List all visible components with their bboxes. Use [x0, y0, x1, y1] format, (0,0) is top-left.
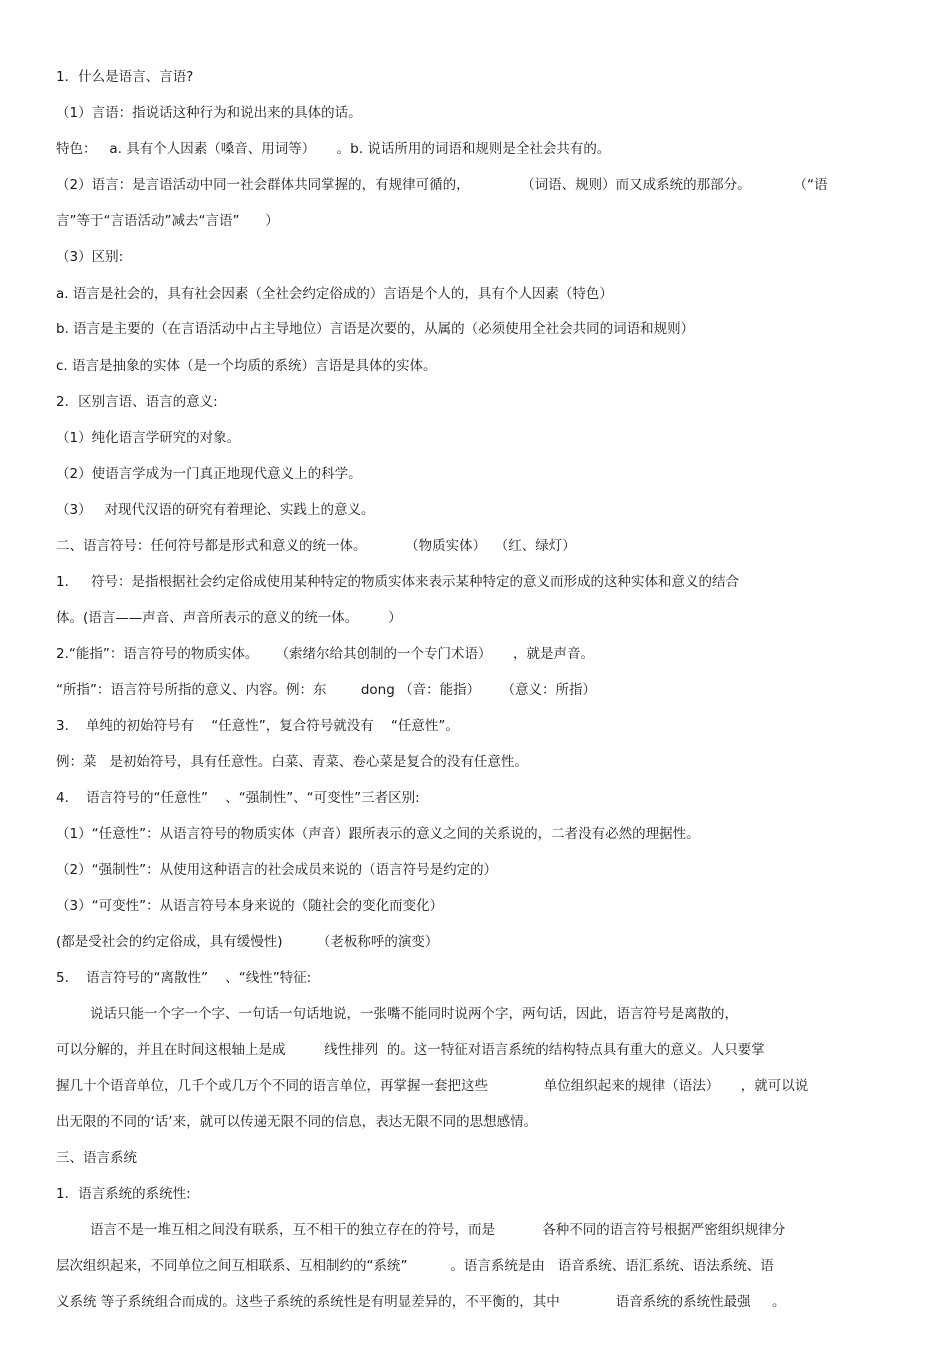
text-line: 3. 单纯的初始符号有 “任意性”，复合符号就没有 “任意性”。 — [56, 718, 459, 734]
text-line: 言”等于“言语活动”减去“言语” ） — [56, 213, 279, 229]
text-line: a. 语言是社会的，具有社会因素（全社会约定俗成的）言语是个人的，具有个人因素（特色） — [56, 286, 613, 302]
text-line: 特色： a. 具有个人因素（嗓音、用词等） 。b. 说话所用的词语和规则是全社会共有的。 — [56, 141, 611, 157]
text-line: (都是受社会的约定俗成，具有缓慢性) （老板称呼的演变） — [56, 934, 439, 950]
text-line: 三、语言系统 — [56, 1150, 137, 1166]
text-line: 义系统 等子系统组合而成的。这些子系统的系统性是有明显差异的，不平衡的，其中 语音系统的系统性最强 。 — [56, 1294, 786, 1310]
text-line: 出无限的不同的‘话’来，就可以传递无限不同的信息，表达无限不同的思想感情。 — [56, 1114, 538, 1130]
text-line: （3） 对现代汉语的研究有着理论、实践上的意义。 — [56, 502, 375, 518]
text-line: （1）“任意性”：从语言符号的物质实体（声音）跟所表示的意义之间的关系说的，二者没有必然的理据性。 — [56, 826, 700, 842]
text-line: 例：菜 是初始符号，具有任意性。白菜、青菜、卷心菜是复合的没有任意性。 — [56, 754, 528, 770]
text-line: “所指”：语言符号所指的意义、内容。例：东 dong （音：能指） （意义：所指） — [56, 682, 597, 698]
text-line: （1）言语：指说话这种行为和说出来的具体的话。 — [56, 105, 362, 121]
text-line: 层次组织起来，不同单位之间互相联系、互相制约的“系统” 。语言系统是由 语音系统、语汇系统、语法系统、语 — [56, 1258, 774, 1274]
text-line: 2．区别言语、语言的意义: — [56, 394, 218, 410]
text-line: （3）区别: — [56, 249, 124, 265]
text-line: （2）使语言学成为一门真正地现代意义上的科学。 — [56, 466, 362, 482]
text-line: （2）“强制性”：从使用这种语言的社会成员来说的（语言符号是约定的） — [56, 862, 498, 878]
text-line: 说话只能一个字一个字、一句话一句话地说，一张嘴不能同时说两个字，两句话，因此，语言符号是离散的， — [90, 1006, 738, 1022]
text-line: （3）“可变性”：从语言符号本身来说的（随社会的变化而变化） — [56, 898, 444, 914]
text-line: 2.“能指”：语言符号的物质实体。 （索绪尔给其创制的一个专门术语） ，就是声音。 — [56, 646, 594, 662]
text-line: b. 语言是主要的（在言语活动中占主导地位）言语是次要的，从属的（必须使用全社会共同的词语和规则） — [56, 321, 695, 337]
text-line: 体。(语言——声音、声音所表示的意义的统一体。 ） — [56, 610, 402, 626]
text-line: （1）纯化语言学研究的对象。 — [56, 430, 241, 446]
text-line: （2）语言：是言语活动中同一社会群体共同掌握的，有规律可循的， （词语、规则）而又成系统的那部分。 （“语 — [56, 177, 828, 193]
text-line: 1． 符号：是指根据社会约定俗成使用某种特定的物质实体来表示某种特定的意义而形成的这种实体和意义的结合 — [56, 574, 739, 590]
text-line: 语言不是一堆互相之间没有联系，互不相干的独立存在的符号，而是 各种不同的语言符号根据严密组织规律分 — [90, 1222, 786, 1238]
text-line: 可以分解的，并且在时间这根轴上是成 线性排列 的。这一特征对语言系统的结构特点具有重大的意义。人只要掌 — [56, 1042, 765, 1058]
text-line: 5. 语言符号的“离散性” 、“线性”特征: — [56, 970, 312, 986]
text-line: 二、语言符号：任何符号都是形式和意义的统一体。 （物质实体） （红、绿灯） — [56, 538, 576, 554]
text-line: 1．语言系统的系统性: — [56, 1186, 191, 1202]
text-line: 4. 语言符号的“任意性” 、“强制性”、“可变性”三者区别: — [56, 790, 420, 806]
text-line: c. 语言是抽象的实体（是一个均质的系统）言语是具体的实体。 — [56, 358, 437, 374]
text-line: 握几十个语音单位，几千个或几万个不同的语言单位，再掌握一套把这些 单位组织起来的规律（语法） ，就可以说 — [56, 1078, 809, 1094]
text-line: 1．什么是语言、言语? — [56, 69, 194, 85]
